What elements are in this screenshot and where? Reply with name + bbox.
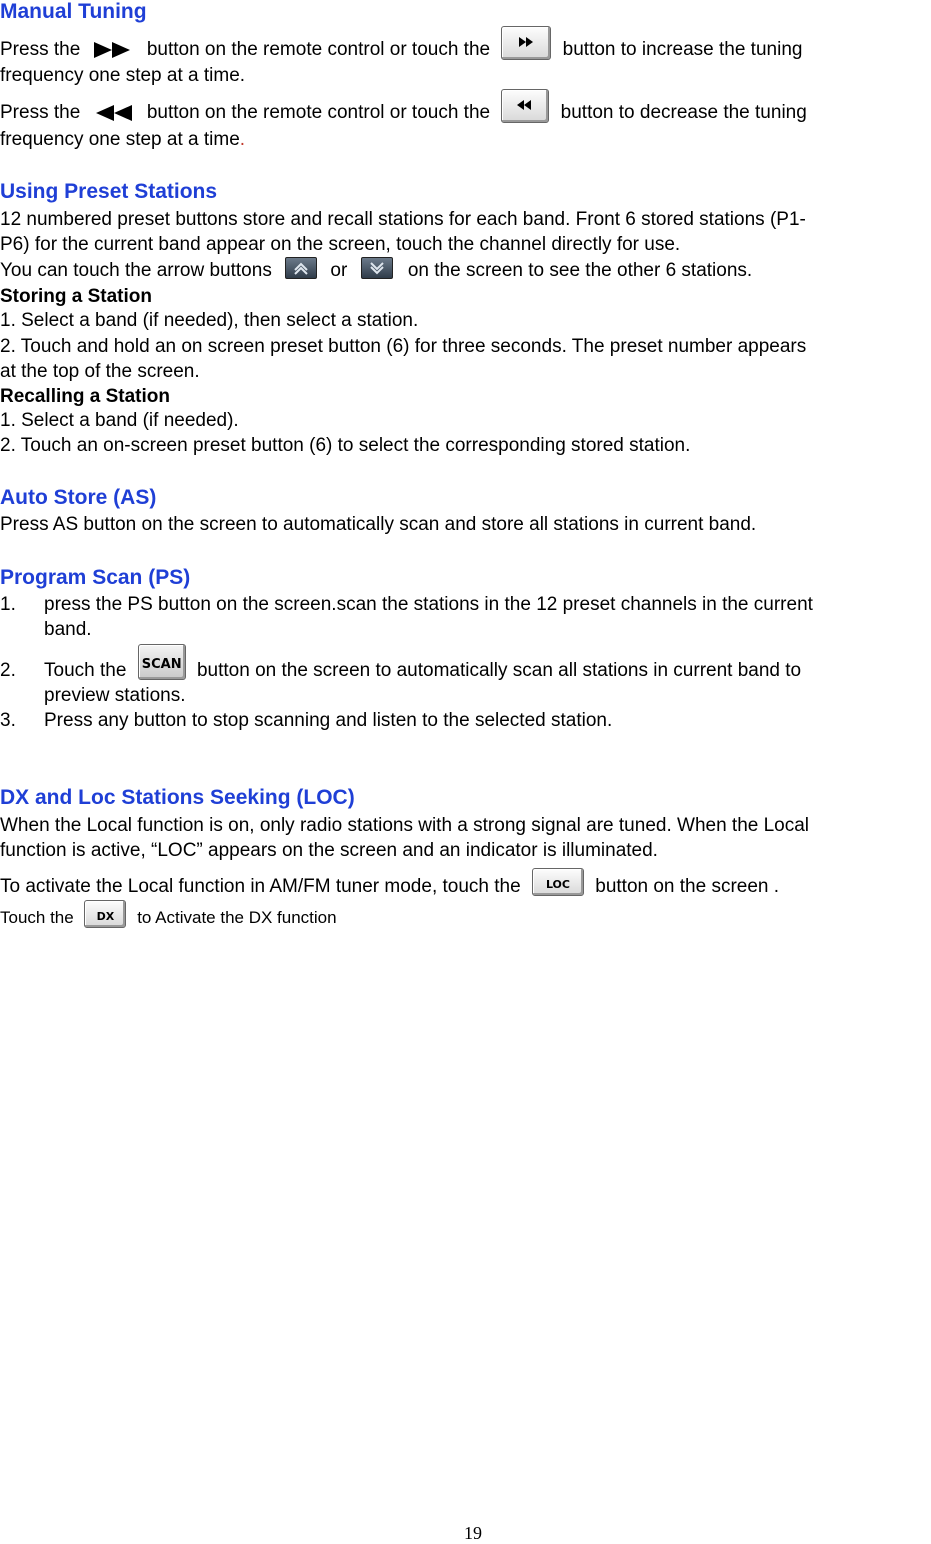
text: Press the [0,39,81,61]
program-scan-item-1-cont: band. [44,619,92,640]
text: button on the remote control or touch the [146,102,491,124]
dx-loc-line-2: function is active, “LOC” appears on the screen and an indicator is illuminated. [0,840,658,861]
manual-tuning-line-2: frequency one step at a time. [0,65,246,86]
arrow-down-button-icon [361,257,393,279]
preset-line-3 [0,260,752,282]
manual-tuning-line-4 [0,129,245,151]
heading-using-preset-stations: Using Preset Stations [0,180,218,203]
loc-label: LOC [545,877,570,891]
text: Press the [0,102,81,124]
text: . [239,129,246,150]
text: button on the remote control or touch the [146,39,491,61]
fast-forward-icon [92,39,136,61]
heading-dx-and-loc: DX and Loc Stations Seeking (LOC) [0,786,355,809]
text: Touch the [44,660,127,681]
dx-loc-line-1: When the Local function is on, only radio stations with a strong signal are tuned. When the Local [0,815,810,836]
backward-button-icon [501,89,549,123]
preset-line-2: P6) for the current band appear on the screen, touch the channel directly for use. [0,234,681,255]
heading-storing-a-station: Storing a Station [0,286,152,307]
loc-button-icon [532,868,584,896]
text: You can touch the arrow buttons [0,260,272,281]
heading-auto-store: Auto Store (AS) [0,486,157,509]
dx-button-icon [84,900,126,928]
text: Press any button to stop scanning and listen to the selected station. [44,710,613,731]
text: button on the screen to automatically scan all stations in current band to [196,660,802,681]
storing-step-2: 2. Touch and hold an on screen preset button (6) for three seconds. The preset number appears [0,336,807,357]
recalling-step-1: 1. Select a band (if needed). [0,410,239,431]
dx-loc-line-3 [0,876,779,898]
item-number: 1. [0,594,16,615]
preset-line-1: 12 numbered preset buttons store and recall stations for each band. Front 6 stored stations (P1- [0,209,806,230]
arrow-up-button-icon [285,257,317,279]
manual-tuning-line-1 [0,39,802,61]
text: Touch the [0,908,74,927]
heading-manual-tuning: Manual Tuning [0,0,147,23]
text: button on the screen . [595,876,780,897]
recalling-step-2: 2. Touch an on-screen preset button (6) to select the corresponding stored station. [0,435,691,456]
heading-program-scan: Program Scan (PS) [0,566,191,589]
text: button to increase the tuning [562,39,803,61]
storing-step-2-cont: at the top of the screen. [0,361,200,382]
scan-button-icon [138,644,186,680]
item-2-text [44,656,802,682]
dx-label: DX [96,909,115,923]
heading-recalling-a-station: Recalling a Station [0,386,170,407]
page-number: 19 [464,1523,482,1543]
text: button to decrease the tuning [560,102,807,124]
forward-button-icon [501,26,551,60]
item-number: 2. [0,660,16,681]
scan-label: SCAN [141,656,182,672]
text: frequency one step at a time [0,129,240,150]
storing-step-1: 1. Select a band (if needed), then select a station. [0,310,419,331]
dx-loc-line-4 [0,907,337,929]
text: press the PS button on the screen.scan the stations in the 12 preset channels in the current [44,594,813,615]
text: on the screen to see the other 6 stations. [407,260,753,281]
rewind-icon [92,102,136,124]
program-scan-item-2-cont: preview stations. [44,685,186,706]
manual-tuning-line-3 [0,102,807,124]
text: to Activate the DX function [137,908,337,927]
text: To activate the Local function in AM/FM tuner mode, touch the [0,876,521,897]
item-number: 3. [0,710,16,731]
auto-store-line-1: Press AS button on the screen to automatically scan and store all stations in current band. [0,514,757,535]
text: or [330,260,348,281]
